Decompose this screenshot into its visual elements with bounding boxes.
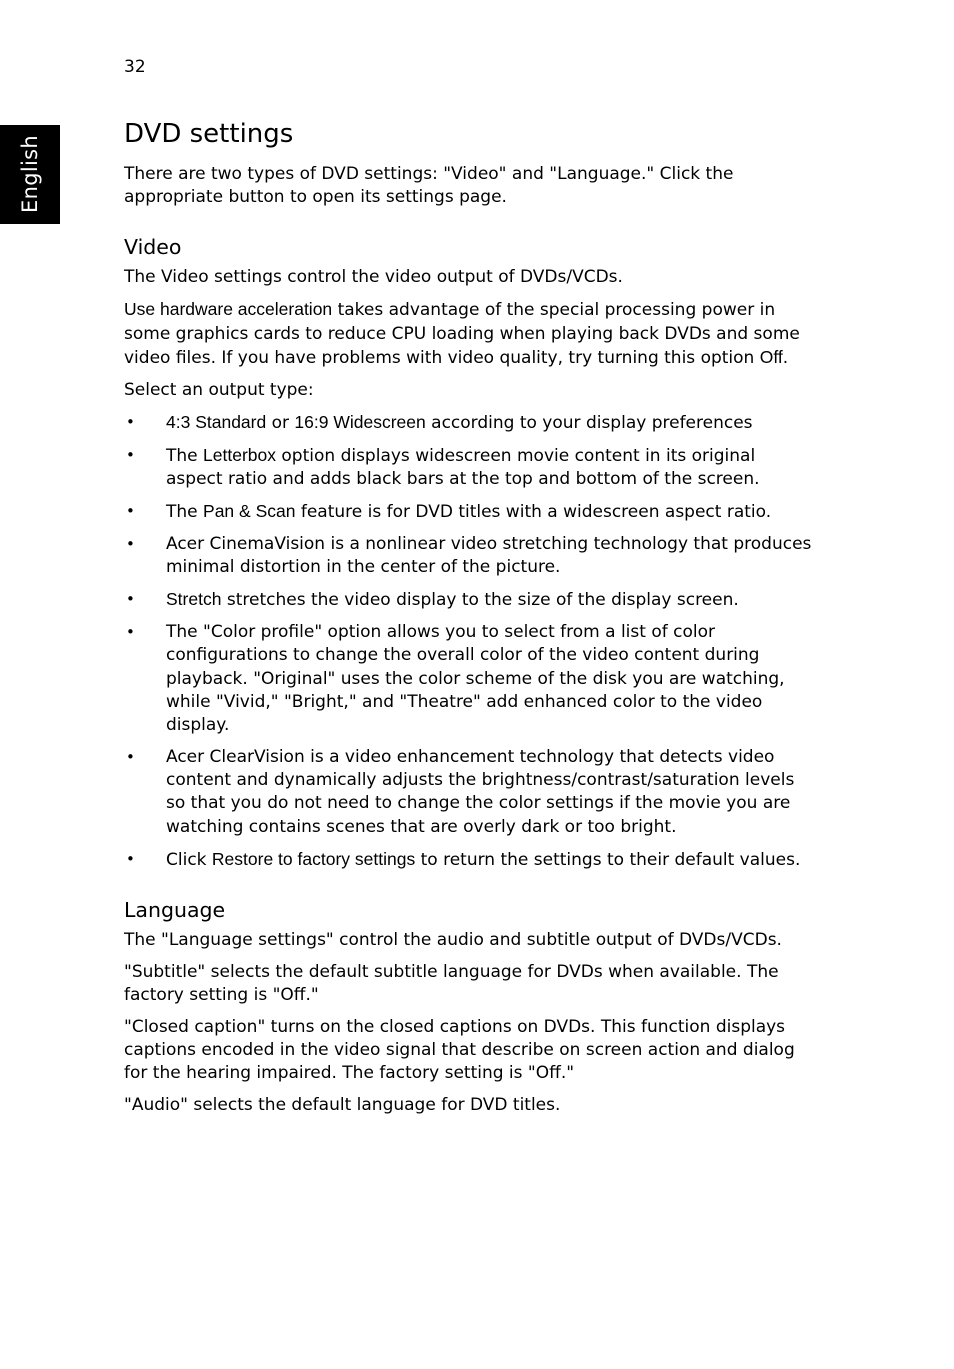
list-item: • Acer ClearVision is a video enhancement technology that detects video content and dynamically adjusts the brightness/contrast/saturation levels so that you do not need to change the color settings if the movie you are watching contains scenes that are overly dark or too bright. xyxy=(126,747,795,837)
video-paragraph-3: Select an output type: xyxy=(124,379,314,400)
list-item: • Acer CinemaVision is a nonlinear video stretching technology that produces minimal distortion in the center of the picture. xyxy=(126,534,812,578)
list-item: • The Pan & Scan feature is for DVD titles with a widescreen aspect ratio. xyxy=(126,501,772,523)
language-paragraph-3: "Closed caption" turns on the closed captions on DVDs. This function displays captions encoded in the video signal that describe on screen action and dialog for the hearing impaired. The factory setting is "Off." xyxy=(124,1017,795,1084)
list-item: • Stretch stretches the video display to the size of the display screen. xyxy=(126,589,739,611)
page-title: DVD settings xyxy=(124,119,294,149)
bullet-icon: • xyxy=(126,849,135,868)
bullet-icon: • xyxy=(126,445,135,464)
off-term: Off xyxy=(759,346,783,367)
bullet-icon: • xyxy=(126,623,135,642)
video-section-heading: Video xyxy=(124,235,182,260)
language-side-tab xyxy=(0,125,60,224)
video-paragraph-2: Use hardware acceleration takes advantage of the special processing power in some graphics cards to reduce CPU loading when playing back DVDs and some video files. If you have problems with video quality, try turning this option Off. xyxy=(124,299,800,368)
language-paragraph-2: "Subtitle" selects the default subtitle language for DVDs when available. The factory setting is "Off." xyxy=(124,961,779,1006)
hardware-acceleration-term: Use hardware acceleration xyxy=(124,299,333,320)
list-item: • The Letterbox option displays widescreen movie content in its original aspect ratio and adds black bars at the top and bottom of the screen. xyxy=(126,444,760,490)
intro-paragraph: There are two types of DVD settings: "Video" and "Language." Click the appropriate button to open its settings page. xyxy=(124,164,734,208)
bullet-icon: • xyxy=(126,502,135,521)
list-item: • Click Restore to factory settings to return the settings to their default values. xyxy=(126,848,801,870)
bullet-icon: • xyxy=(126,535,135,554)
language-paragraph-1: The "Language settings" control the audio and subtitle output of DVDs/VCDs. xyxy=(124,929,782,950)
language-section-heading: Language xyxy=(124,897,226,922)
bullet-icon: • xyxy=(126,590,135,609)
page-content xyxy=(124,117,814,1126)
language-side-tab-label: English xyxy=(18,135,42,213)
video-paragraph-1: The Video settings control the video output of DVDs/VCDs. xyxy=(124,267,623,288)
bullet-icon: • xyxy=(126,412,135,431)
list-item: • 4:3 Standard or 16:9 Widescreen according to your display preferences xyxy=(126,411,753,433)
language-paragraph-4: "Audio" selects the default language for DVD titles. xyxy=(124,1095,561,1116)
output-type-list xyxy=(124,411,814,872)
bullet-icon: • xyxy=(126,748,135,767)
list-item: • The "Color profile" option allows you to select from a list of color configurations to change the overall color of the video content during playback. "Original" uses the color scheme of the disk you are watching, while "Vivid," "Bright," and "Theatre" add enhanced color to the video display. xyxy=(126,622,785,736)
page-number: 32 xyxy=(124,57,146,77)
